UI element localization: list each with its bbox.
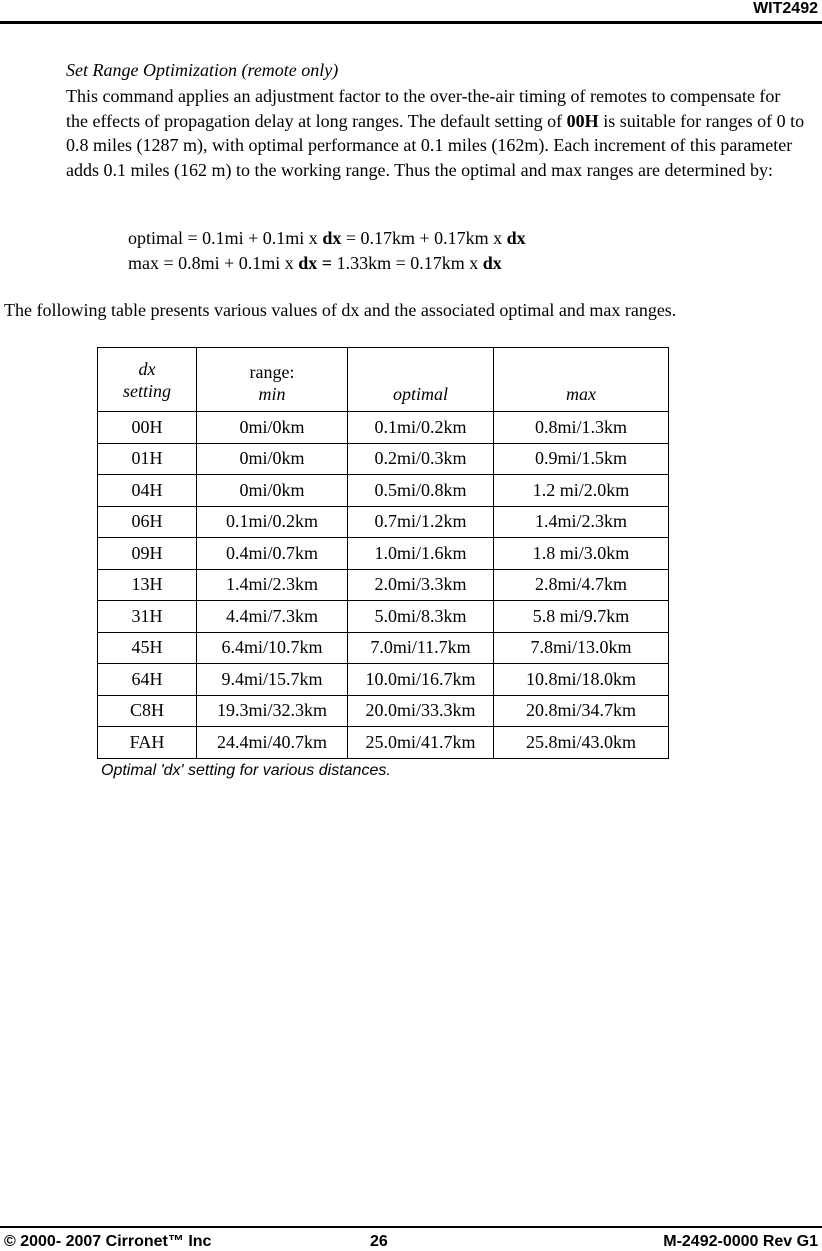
table-row [98,632,669,664]
paragraph-text: is suitable for ranges of 0 to 0.8 miles (1287 m), with optimal performance at 0.1 miles (162m). Each increment of this parameter adds 0.1 miles (162 m) to the working range. Thus the optimal and max ranges are determined by: [66,110,805,180]
document-title: WIT2492 [753,0,818,17]
dx-setting-cell: 09H [98,538,197,570]
optimal-range-cell: 0.7mi/1.2km [348,506,494,538]
formula-term: dx = [298,253,333,273]
formula-term: dx [482,253,502,273]
table-row [98,695,669,727]
min-range-cell: 24.4mi/40.7km [197,727,348,759]
max-range-cell: 7.8mi/13.0km [494,632,669,664]
footer-rule [0,1226,822,1228]
optimal-range-cell: 25.0mi/41.7km [348,727,494,759]
optimal-formula [128,228,526,249]
dx-setting-cell: 13H [98,569,197,601]
page-number: 26 [370,1233,388,1250]
paragraph-text: This command applies an adjustment factor to the over-the-air timing of remotes to compensate for the effects of propagation delay at long ranges. The default setting of [66,86,781,131]
min-range-cell: 0.1mi/0.2km [197,506,348,538]
optimal-range-cell: 10.0mi/16.7km [348,664,494,696]
min-range-cell: 0mi/0km [197,443,348,475]
min-range-cell: 0mi/0km [197,475,348,507]
dx-settings-table [97,347,669,759]
max-range-cell: 20.8mi/34.7km [494,695,669,727]
optimal-range-cell: 0.2mi/0.3km [348,443,494,475]
table-caption: Optimal 'dx' setting for various distances. [101,762,391,779]
dx-setting-cell: 06H [98,506,197,538]
section-title: Set Range Optimization (remote only) [66,60,339,80]
footer-doc-id: M-2492-0000 Rev G1 [663,1233,818,1250]
header-dx-setting [98,348,197,412]
dx-setting-cell: C8H [98,695,197,727]
header-text: range: [249,362,295,382]
dx-setting-cell: 00H [98,412,197,444]
min-range-cell: 4.4mi/7.3km [197,601,348,633]
optimal-range-cell: 2.0mi/3.3km [348,569,494,601]
dx-setting-cell: 04H [98,475,197,507]
table-row [98,727,669,759]
min-range-cell: 9.4mi/15.7km [197,664,348,696]
optimal-range-cell: 7.0mi/11.7km [348,632,494,664]
formula-text: = 0.17km + 0.17km x [341,228,507,248]
table-row [98,601,669,633]
table-row [98,506,669,538]
table-row [98,569,669,601]
header-optimal: optimal [348,348,494,412]
min-range-cell: 19.3mi/32.3km [197,695,348,727]
dx-setting-cell: 45H [98,632,197,664]
table-header-row [98,348,669,412]
header-rule [0,21,822,24]
max-formula [128,253,502,274]
header-text: setting [123,380,171,401]
formula-text: optimal = 0.1mi + 0.1mi x [128,228,323,248]
optimal-range-cell: 5.0mi/8.3km [348,601,494,633]
max-range-cell: 2.8mi/4.7km [494,569,669,601]
max-range-cell: 10.8mi/18.0km [494,664,669,696]
max-range-cell: 1.8 mi/3.0km [494,538,669,570]
min-range-cell: 0.4mi/0.7km [197,538,348,570]
optimal-range-cell: 1.0mi/1.6km [348,538,494,570]
section-paragraph [66,84,806,182]
optimal-range-cell: 20.0mi/33.3km [348,695,494,727]
default-setting-value: 00H [566,110,599,131]
formula-text: max = 0.8mi + 0.1mi x [128,253,299,273]
formula-term: dx [506,228,526,248]
optimal-range-cell: 0.5mi/0.8km [348,475,494,507]
table-row [98,443,669,475]
header-min [197,348,348,412]
dx-setting-cell: 01H [98,443,197,475]
formula-text: 1.33km = 0.17km x [332,253,483,273]
header-max: max [494,348,669,412]
dx-setting-cell: 31H [98,601,197,633]
footer-copyright: © 2000- 2007 Cirronet™ Inc [4,1233,212,1250]
header-text: dx [138,358,156,379]
table-row [98,664,669,696]
table-intro: The following table presents various values of dx and the associated optimal and max ranges. [4,300,677,320]
min-range-cell: 0mi/0km [197,412,348,444]
max-range-cell: 1.4mi/2.3km [494,506,669,538]
table-row [98,538,669,570]
dx-setting-cell: FAH [98,727,197,759]
max-range-cell: 1.2 mi/2.0km [494,475,669,507]
formula-term: dx [322,228,342,248]
min-range-cell: 6.4mi/10.7km [197,632,348,664]
table-row [98,412,669,444]
optimal-range-cell: 0.1mi/0.2km [348,412,494,444]
dx-setting-cell: 64H [98,664,197,696]
max-range-cell: 5.8 mi/9.7km [494,601,669,633]
min-range-cell: 1.4mi/2.3km [197,569,348,601]
max-range-cell: 0.9mi/1.5km [494,443,669,475]
max-range-cell: 0.8mi/1.3km [494,412,669,444]
max-range-cell: 25.8mi/43.0km [494,727,669,759]
table-row [98,475,669,507]
header-text: min [258,384,286,404]
